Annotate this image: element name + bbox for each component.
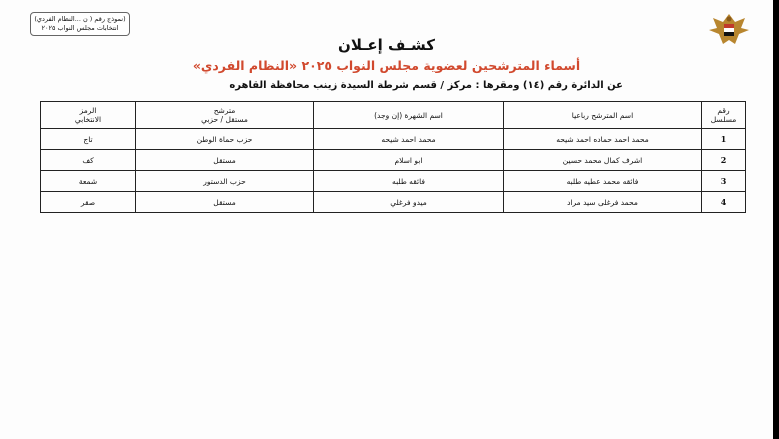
cell-name: فائقه محمد عطيه طلبه — [504, 171, 702, 192]
cell-symbol: تاج — [41, 129, 136, 150]
header-symbol-line1: الرمز — [79, 106, 97, 115]
header-serial — [702, 102, 746, 129]
candidates-table — [40, 101, 746, 213]
cell-serial: 1 — [702, 129, 746, 150]
header-fame: اسم الشهرة (إن وجد) — [314, 102, 504, 129]
cell-fame: ابو اسلام — [314, 150, 504, 171]
cell-fame: محمد احمد شيحه — [314, 129, 504, 150]
page-subtitle: أسماء المترشحين لعضوية مجلس النواب ٢٠٢٥ «النظام الفردي» — [192, 58, 581, 73]
page-title: كشـف إعـلان — [338, 36, 435, 54]
cell-name: محمد فرغلى سيد مراد — [504, 192, 702, 213]
header-symbol-line2: الانتخابي — [74, 115, 102, 124]
cell-symbol: شمعة — [41, 171, 136, 192]
cell-name: اشرف كمال محمد حسين — [504, 150, 702, 171]
form-election-label: انتخابات مجلس النواب ٢٠٢٥ — [41, 24, 119, 32]
cell-serial: 3 — [702, 171, 746, 192]
cell-party: مستقل — [136, 192, 314, 213]
cell-party: حزب حماة الوطن — [136, 129, 314, 150]
header-party — [136, 102, 314, 129]
cell-name: محمد احمد حماده احمد شيحه — [504, 129, 702, 150]
cell-symbol: كف — [41, 150, 136, 171]
form-number-box — [30, 12, 130, 36]
header-serial-line2: مسلسل — [710, 115, 737, 124]
cell-party: حزب الدستور — [136, 171, 314, 192]
form-number-label: (نموذج رقم ( ن ...النظام الفردي) — [34, 15, 126, 23]
header-symbol — [41, 102, 136, 129]
header-party-line2: مستقل / حزبي — [201, 115, 248, 124]
cell-fame: فائقه طلبه — [314, 171, 504, 192]
cell-symbol: صقر — [41, 192, 136, 213]
table-row — [41, 171, 746, 192]
cell-fame: ميدو فرغلي — [314, 192, 504, 213]
table-row — [41, 129, 746, 150]
table-row — [41, 150, 746, 171]
header-party-line1: مترشح — [213, 106, 236, 115]
district-info: عن الدائرة رقم (١٤) ومقرها : مركز / قسم شرطة السيدة زينب محافظة القاهره — [229, 80, 623, 91]
header-name: اسم المترشح رباعيا — [504, 102, 702, 129]
cell-serial: 4 — [702, 192, 746, 213]
table-header-row — [41, 102, 746, 129]
header-serial-line1: رقم — [717, 106, 730, 115]
table-row — [41, 192, 746, 213]
cell-serial: 2 — [702, 150, 746, 171]
cell-party: مستقل — [136, 150, 314, 171]
